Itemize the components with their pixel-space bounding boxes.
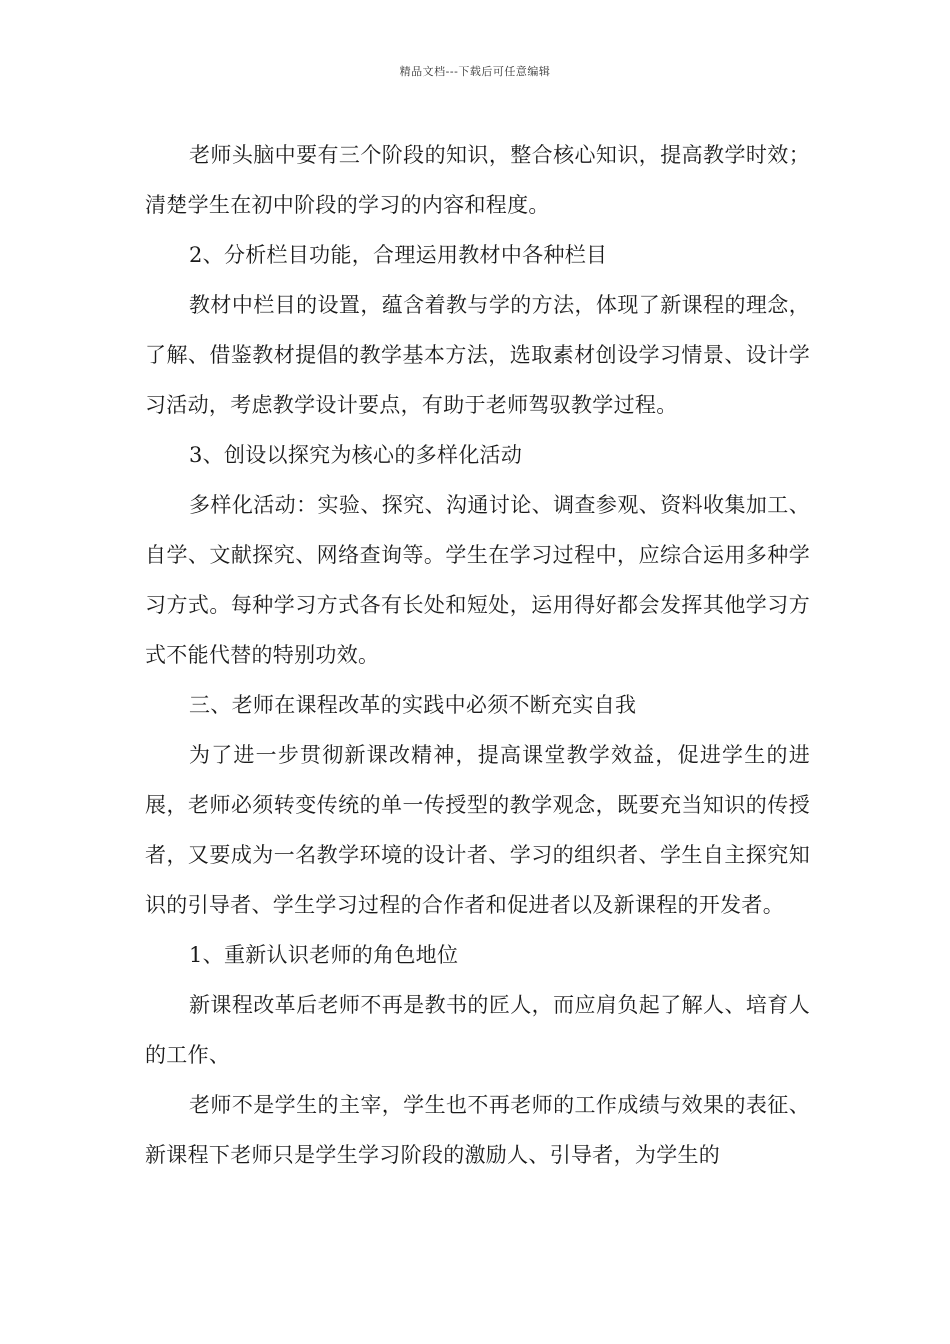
section-heading: 1、重新认识老师的角色地位 (189, 943, 459, 967)
paragraph: 多样化活动：实验、探究、沟通讨论、调查参观、资料收集加工、自学、文献探究、网络查询等。学生在学习过程中，应综合运用多种学习方式。每种学习方式各有长处和短处，运用得好都会发挥其他学习方式不能代替的特别功效。 (145, 493, 810, 667)
paragraph: 为了进一步贯彻新课改精神，提高课堂教学效益，促进学生的进展，老师必须转变传统的单一传授型的教学观念，既要充当知识的传授者，又要成为一名教学环境的设计者、学习的组织者、学生自主探究知识的引导者、学生学习过程的合作者和促进者以及新课程的开发者。 (145, 743, 810, 917)
section-heading: 3、创设以探究为核心的多样化活动 (189, 443, 523, 467)
section-heading: 2、分析栏目功能，合理运用教材中各种栏目 (189, 243, 608, 267)
paragraph: 老师头脑中要有三个阶段的知识，整合核心知识，提高教学时效；清楚学生在初中阶段的学习的内容和程度。 (145, 143, 810, 217)
paragraph: 教材中栏目的设置，蕴含着教与学的方法，体现了新课程的理念，了解、借鉴教材提倡的教学基本方法，选取素材创设学习情景、设计学习活动，考虑教学设计要点，有助于老师驾驭教学过程。 (145, 293, 810, 417)
page-header: 精品文档---下载后可任意编辑 (399, 65, 551, 78)
section-heading: 三、老师在课程改革的实践中必须不断充实自我 (189, 693, 637, 717)
document-body (145, 130, 810, 1180)
paragraph: 老师不是学生的主宰，学生也不再老师的工作成绩与效果的表征、新课程下老师只是学生学习阶段的激励人、引导者，为学生的 (145, 1093, 810, 1167)
paragraph: 新课程改革后老师不再是教书的匠人，而应肩负起了解人、培育人的工作、 (145, 993, 810, 1067)
